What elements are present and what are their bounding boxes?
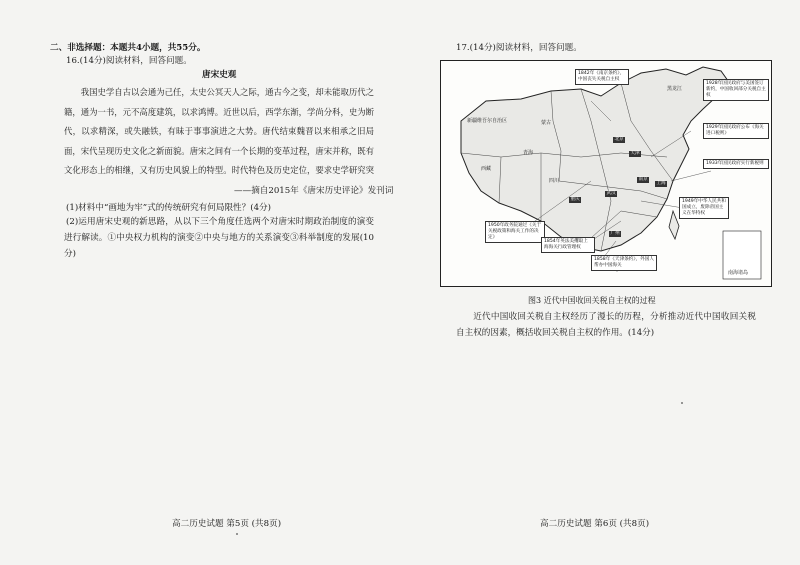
region-label: 青海: [523, 150, 534, 156]
left-page-footer: 高二历史试题 第5页 (共8页): [172, 519, 282, 529]
map-callout: 1933年国民政府实行新税则: [703, 159, 769, 169]
city-label: 上海: [656, 181, 666, 186]
region-label: 四川: [549, 178, 560, 184]
figure-caption: 图3 近代中国收回关税自主权的过程: [528, 296, 656, 305]
q17-question-text: 近代中国收回关税自主权经历了漫长的历程，分析推动近代中国收回关税自主权的因素，概括收回关税自主权的作用。(14分): [456, 312, 756, 338]
map-callout: 1949年中华人民共和国成立，废除帝国主义在华特权: [679, 197, 729, 219]
map-callout: 1950年政务院通过《关于关税政策和海关工作的决定》: [485, 221, 545, 243]
region-label: 南海诸岛: [728, 270, 749, 276]
city-label: 天津: [630, 151, 640, 156]
region-label: 新疆维吾尔自治区: [467, 118, 508, 124]
region-label: 黑龙江: [667, 86, 683, 92]
material-text: 我国史学自古以会通为己任，太史公冥天人之际，通古今之变，却未能取历代之籍，通为一书，元不高度建筑，以求鸿博。近世以后，西学东渐，学尚分科，史为断代，以求精深，或失融铁，有昧于事事演进之大势。唐代结束魏晋以来相承之旧局面，宋代呈现历史文化之新面貌。唐宋之间有一个长期的变革过程，唐宋并称，既有文化形态上的相继，又有历史风貌上的特型。时代特色及历史定位，要求史学研究突: [64, 87, 374, 175]
section-heading: 二、非选择题：本题共4小题，共55分。: [50, 43, 206, 53]
map-callout: 1858年《天津条约》，外国人帮办中国海关: [591, 255, 657, 271]
region-label: 蒙古: [541, 120, 552, 126]
right-page-footer: 高二历史试题 第6页 (共8页): [540, 519, 650, 529]
scan-speck: [681, 402, 683, 404]
map-callout: 1842年《南京条约》，中国丧失关税自主权: [575, 69, 629, 85]
map-callout: 1929年国民政府公布《海关进口税则》: [703, 123, 769, 139]
question-2: (2)运用唐宋史观的新思路，从以下三个角度任选两个对唐宋时期政治制度的演变进行解读。①中央权力机构的演变②中央与地方的关系演变③科举制度的发展(10分): [64, 217, 374, 259]
question-1: (1)材料中“画地为牢”式的传统研究有何局限性？(4分): [66, 203, 272, 213]
q16-stem: 16.(14分)阅读材料，回答问题。: [66, 56, 192, 66]
map-callout: 1928年国民政府与美国签订新约，中国收回部分关税自主权: [703, 79, 769, 101]
material-title: 唐宋史观: [202, 70, 237, 80]
q17-stem: 17.(14分)阅读材料，回答问题。: [456, 43, 582, 53]
map-callout: 1854年英法美攫取上海海关行政管理权: [541, 237, 595, 253]
city-label: 武汉: [606, 191, 616, 196]
city-label: 南京: [638, 177, 648, 182]
material-source: ——摘自2015年《唐宋历史评论》发刊词: [234, 186, 394, 196]
scan-speck: [236, 533, 238, 535]
city-label: 广州: [610, 231, 620, 236]
city-label: 北京: [614, 137, 624, 142]
region-label: 西藏: [481, 166, 492, 172]
china-map-figure: [440, 60, 772, 287]
city-label: 重庆: [570, 197, 580, 202]
